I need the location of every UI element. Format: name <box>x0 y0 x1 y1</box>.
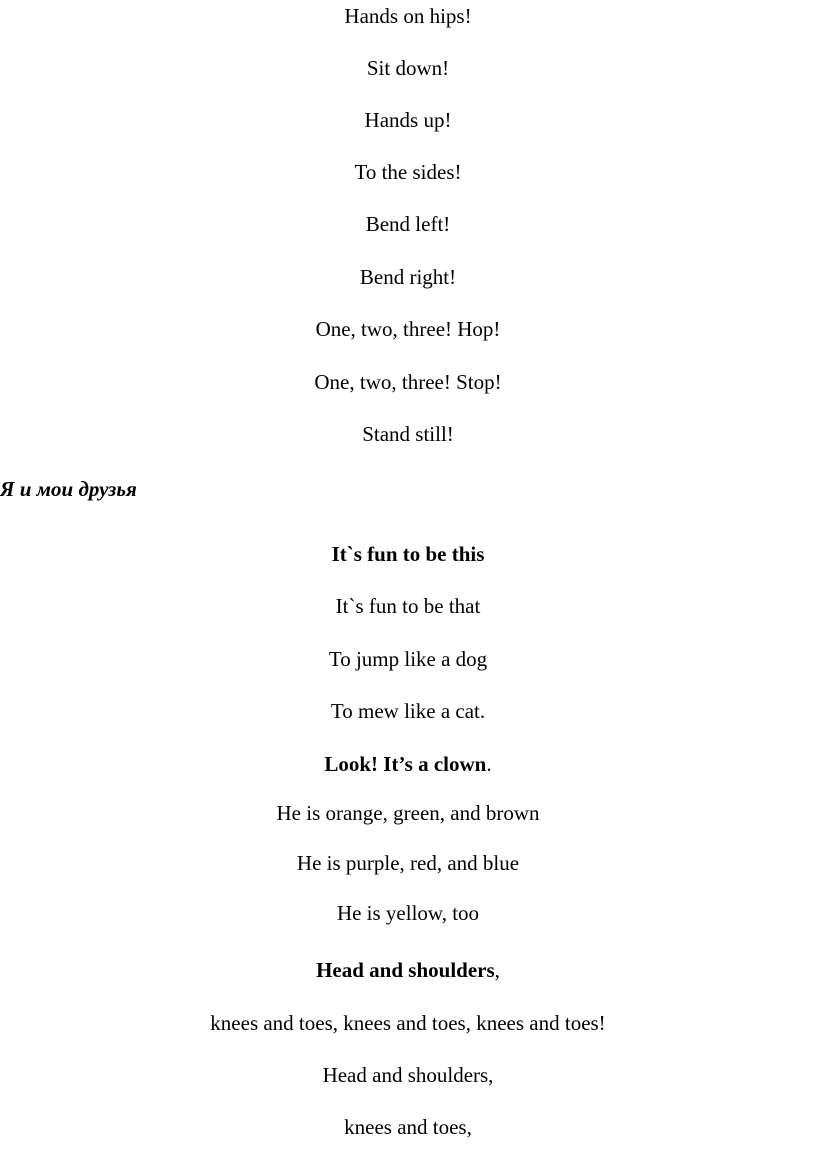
verse-line: Hands up! <box>364 108 452 132</box>
poem-title-punct: , <box>494 958 500 982</box>
verse-line: Stand still! <box>362 422 454 446</box>
poem-title-bold: Look! It’s a clown <box>324 752 487 776</box>
poem-title: It`s fun to be this <box>331 542 485 566</box>
verse-line: Bend left! <box>365 212 451 236</box>
poem-line: He is purple, red, and blue <box>296 851 520 875</box>
verse-line: To the sides! <box>354 160 462 184</box>
poem-line: knees and toes, <box>344 1115 472 1139</box>
poem-title <box>0 750 816 778</box>
poem-title-bold: Head and shoulders <box>316 958 495 982</box>
poem-line: Head and shoulders, <box>322 1063 494 1087</box>
verse-line: One, two, three! Stop! <box>314 370 502 394</box>
poem-line: To jump like a dog <box>328 647 488 671</box>
verse-line: Bend right! <box>359 265 457 289</box>
verse-line: One, two, three! Hop! <box>315 317 501 341</box>
poem-line: knees and toes, knees and toes, knees and toes! <box>210 1011 606 1035</box>
poem-line: He is yellow, too <box>336 901 480 925</box>
poem-line: It`s fun to be that <box>335 594 481 618</box>
poem-title-punct: . <box>486 752 492 776</box>
verse-line: Sit down! <box>366 56 450 80</box>
poem-title <box>0 956 816 984</box>
section-heading: Я и мои друзья <box>0 477 137 501</box>
verse-line: Hands on hips! <box>344 4 472 28</box>
poem-line: To mew like a cat. <box>330 699 486 723</box>
poem-line: He is orange, green, and brown <box>276 801 540 825</box>
